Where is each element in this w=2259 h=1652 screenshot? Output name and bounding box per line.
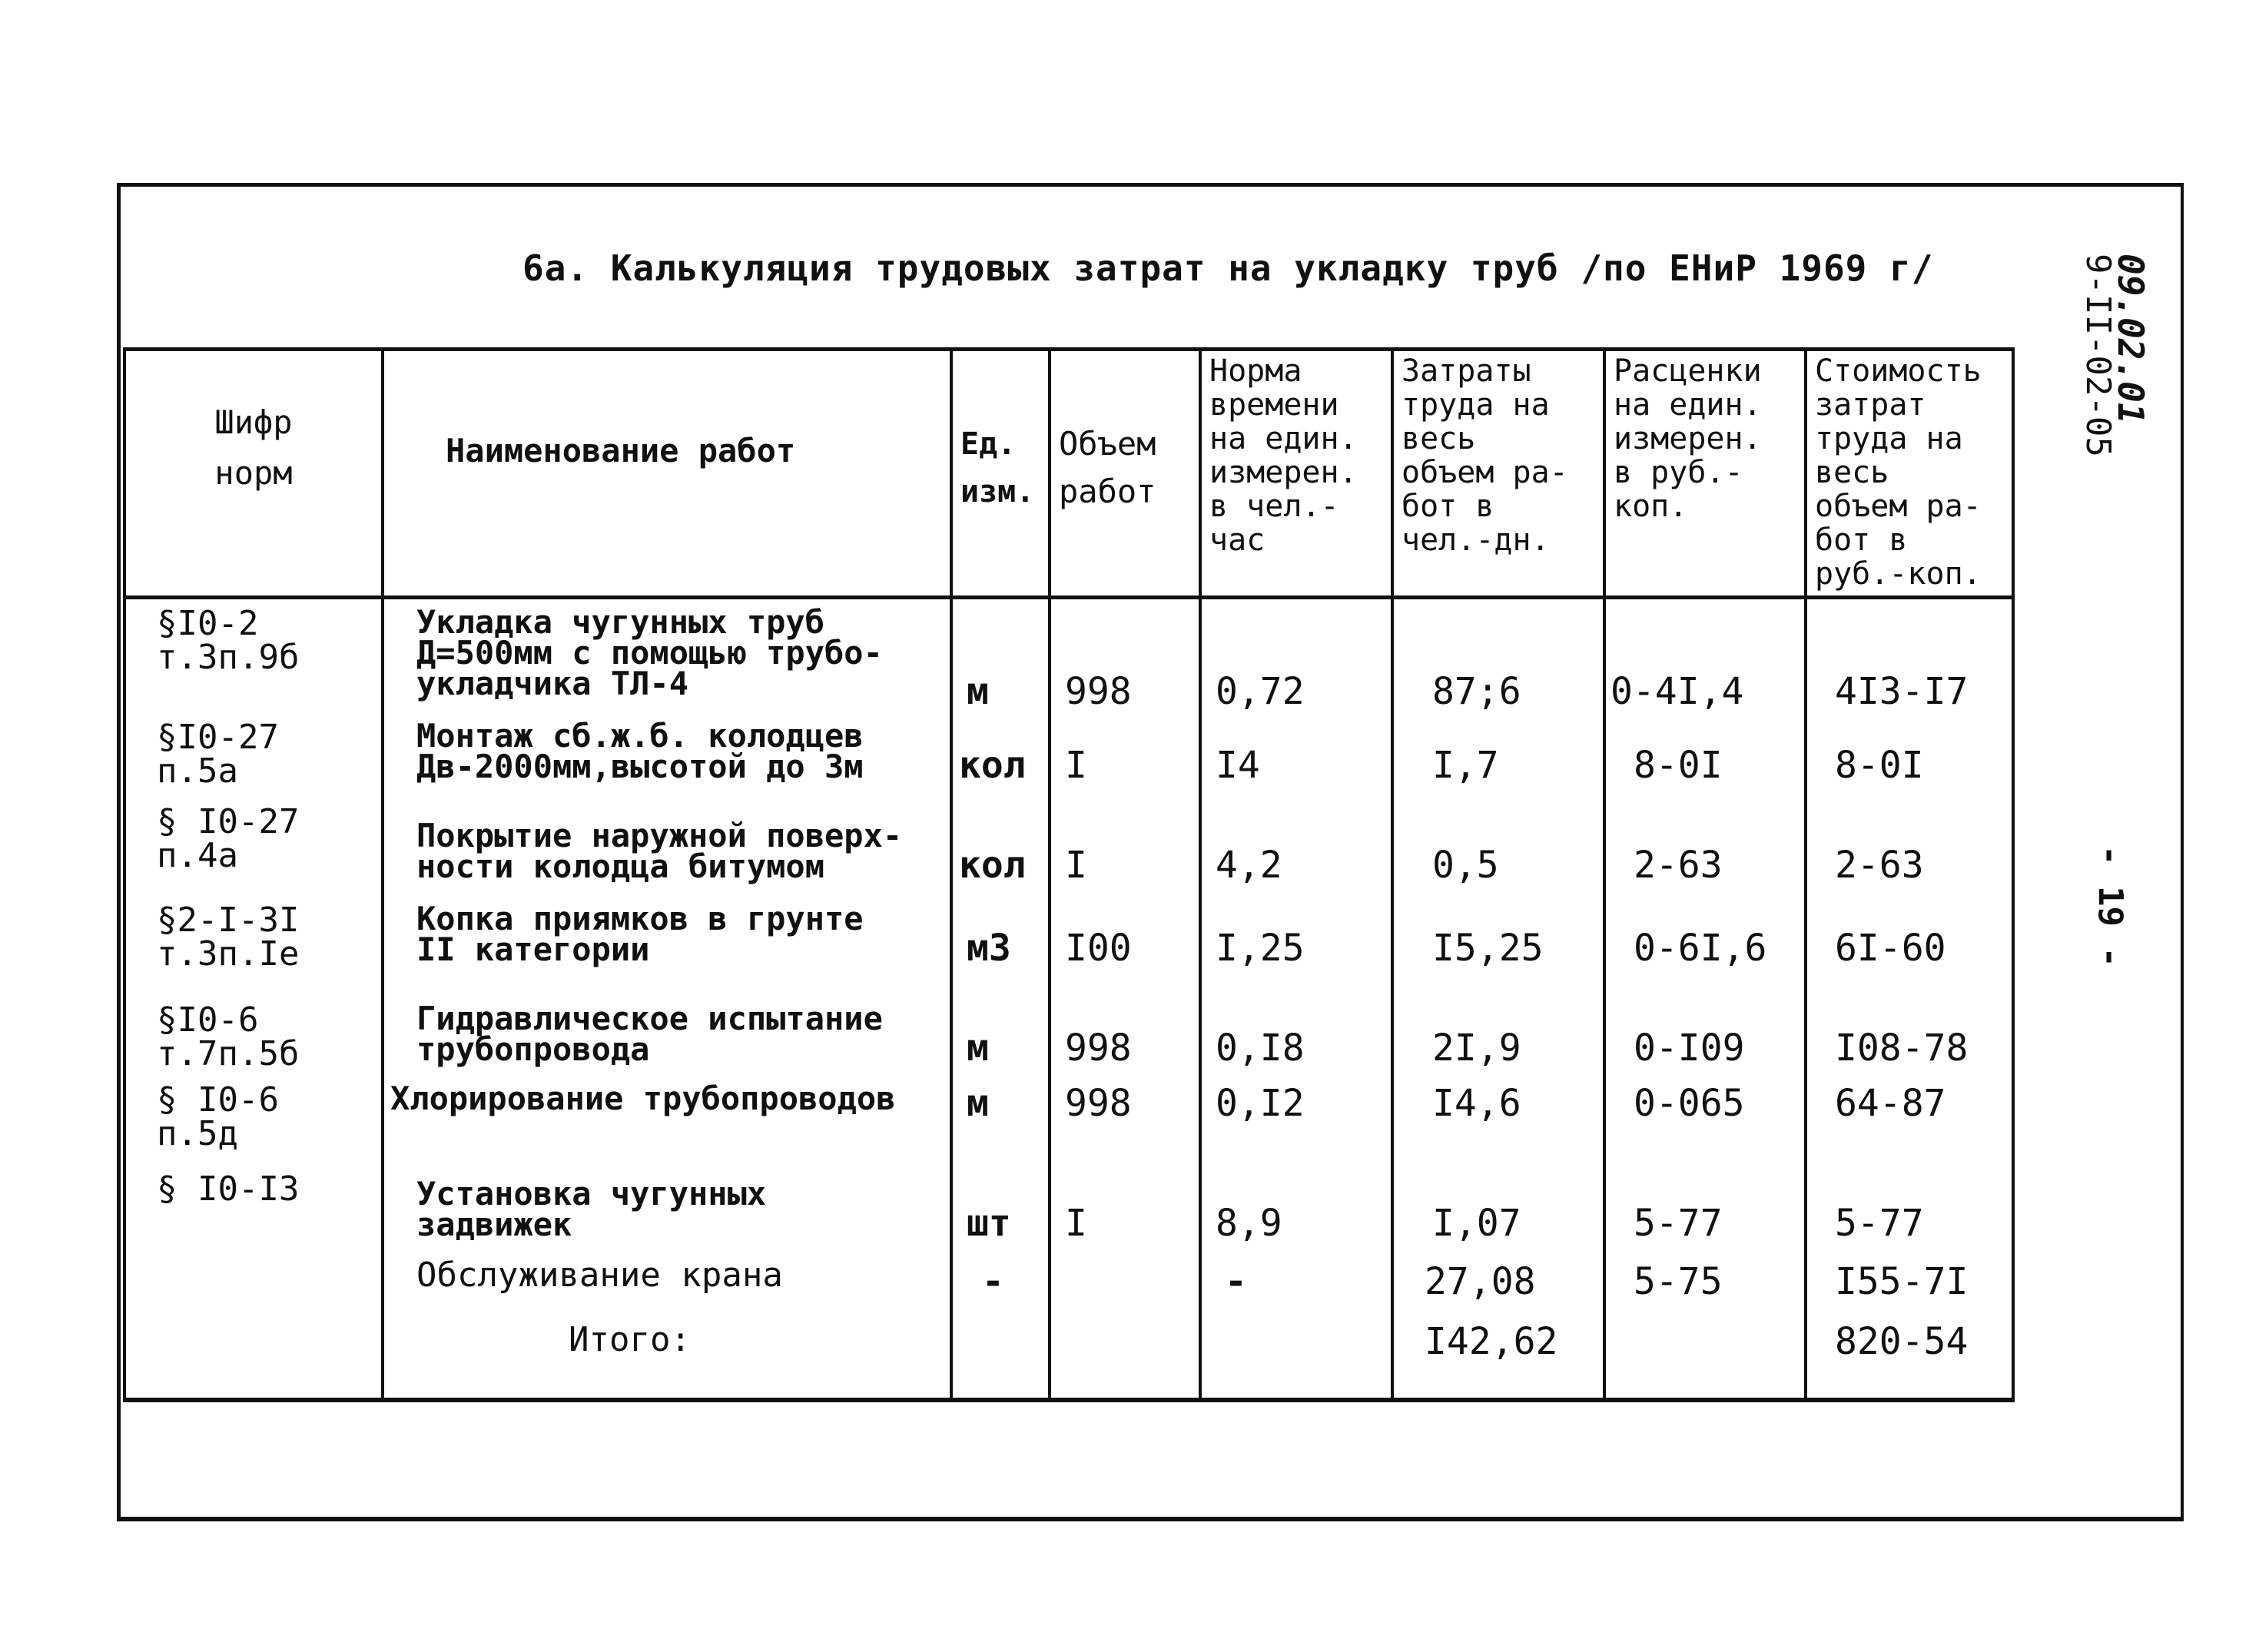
table-row — [124, 1246, 2013, 1306]
total-rate — [1604, 1306, 1806, 1400]
row-rate: 0-065 — [1604, 1076, 1806, 1173]
row-labor: 87;6 — [1392, 598, 1604, 714]
row-rate: 0-4I,4 — [1604, 598, 1806, 714]
total-cost: 820-54 — [1806, 1306, 2013, 1400]
row-name: Монтаж сб.ж.б. колодцев Дв-2000мм,высотой до 3м — [383, 713, 951, 798]
row-code: § I0-6 п.5д — [124, 1076, 383, 1173]
row-norm: I4 — [1200, 713, 1392, 798]
row-code: §I0-27 п.5а — [124, 713, 383, 798]
row-name: Обслуживание крана — [383, 1246, 951, 1306]
row-norm: - — [1200, 1246, 1392, 1306]
row-cost: I08-78 — [1806, 987, 2013, 1076]
row-labor: 0,5 — [1392, 798, 1604, 896]
header-name: Наименование работ — [383, 350, 951, 598]
table-row — [124, 896, 2013, 987]
row-labor: 2I,9 — [1392, 987, 1604, 1076]
table-row — [124, 1173, 2013, 1246]
handwritten-code: 09.02.01 — [2110, 254, 2151, 424]
total-unit — [951, 1306, 1050, 1400]
header-labor: Затраты труда на весь объем ра- бот в чел.-дн. — [1392, 350, 1604, 598]
row-norm: 0,I2 — [1200, 1076, 1392, 1173]
row-rate: 0-I09 — [1604, 987, 1806, 1076]
table-title: 6а. Калькуляция трудовых затрат на укладку труб /по ЕНиР 1969 г/ — [522, 247, 1934, 289]
header-rate: Расценки на един. измерен. в руб.- коп. — [1604, 350, 1806, 598]
row-volume: 998 — [1050, 598, 1200, 714]
total-row — [124, 1306, 2013, 1400]
header-unit: Ед. изм. — [951, 350, 1050, 598]
header-norm: Норма времени на един. измерен. в чел.- час — [1200, 350, 1392, 598]
document-code: 9-II-02-05 — [2078, 254, 2118, 457]
table-row — [124, 713, 2013, 798]
row-unit: м — [951, 598, 1050, 714]
row-code: §2-I-3I т.3п.Iе — [124, 896, 383, 987]
row-norm: I,25 — [1200, 896, 1392, 987]
row-rate: 5-77 — [1604, 1173, 1806, 1246]
row-name: Хлорирование трубопроводов — [383, 1076, 951, 1173]
row-unit: м — [951, 1076, 1050, 1173]
row-volume: 998 — [1050, 987, 1200, 1076]
table-row — [124, 987, 2013, 1076]
row-rate: 0-6I,6 — [1604, 896, 1806, 987]
row-norm: 0,I8 — [1200, 987, 1392, 1076]
total-norm — [1200, 1306, 1392, 1400]
row-norm: 0,72 — [1200, 598, 1392, 714]
row-rate: 2-63 — [1604, 798, 1806, 896]
row-rate: 5-75 — [1604, 1246, 1806, 1306]
row-cost: 5-77 — [1806, 1173, 2013, 1246]
row-name: Укладка чугунных труб Д=500мм с помощью трубо- укладчика ТЛ-4 — [383, 598, 951, 714]
row-unit: шт — [951, 1173, 1050, 1246]
row-cost: 6I-60 — [1806, 896, 2013, 987]
header-row — [124, 350, 2013, 598]
row-labor: I,7 — [1392, 713, 1604, 798]
total-labor: I42,62 — [1392, 1306, 1604, 1400]
row-labor: I4,6 — [1392, 1076, 1604, 1173]
row-code: § I0-27 п.4а — [124, 798, 383, 896]
row-volume — [1050, 1246, 1200, 1306]
row-norm: 4,2 — [1200, 798, 1392, 896]
row-volume: I00 — [1050, 896, 1200, 987]
labor-cost-table — [123, 347, 2015, 1402]
header-volume: Объем работ — [1050, 350, 1200, 598]
row-code: § I0-I3 — [124, 1173, 383, 1246]
row-volume: I — [1050, 1173, 1200, 1246]
table-row — [124, 598, 2013, 714]
row-labor: 27,08 — [1392, 1246, 1604, 1306]
side-document-code — [2005, 254, 2151, 457]
row-volume: 998 — [1050, 1076, 1200, 1173]
row-unit: кол — [951, 713, 1050, 798]
row-cost: 64-87 — [1806, 1076, 2013, 1173]
row-unit: - — [951, 1246, 1050, 1306]
table-row — [124, 1076, 2013, 1173]
row-name: Покрытие наружной поверх- ности колодца битумом — [383, 798, 951, 896]
row-labor: I5,25 — [1392, 896, 1604, 987]
row-volume: I — [1050, 798, 1200, 896]
row-name: Копка приямков в грунте II категории — [383, 896, 951, 987]
row-volume: I — [1050, 713, 1200, 798]
row-name: Гидравлическое испытание трубопровода — [383, 987, 951, 1076]
row-code: §I0-6 т.7п.5б — [124, 987, 383, 1076]
row-code: §I0-2 т.3п.9б — [124, 598, 383, 714]
table-row — [124, 798, 2013, 896]
row-unit: м — [951, 987, 1050, 1076]
row-name: Установка чугунных задвижек — [383, 1173, 951, 1246]
row-code — [124, 1246, 383, 1306]
row-unit: м3 — [951, 896, 1050, 987]
row-unit: кол — [951, 798, 1050, 896]
row-rate: 8-0I — [1604, 713, 1806, 798]
row-cost: 2-63 — [1806, 798, 2013, 896]
row-norm: 8,9 — [1200, 1173, 1392, 1246]
total-label-cell: Итого: — [383, 1306, 951, 1400]
row-cost: I55-7I — [1806, 1246, 2013, 1306]
row-labor: I,07 — [1392, 1173, 1604, 1246]
row-cost: 4I3-I7 — [1806, 598, 2013, 714]
total-code — [124, 1306, 383, 1400]
page-number: - 19 - — [2091, 845, 2130, 967]
header-cost: Стоимость затрат труда на весь объем ра- бот в руб.-коп. — [1806, 350, 2013, 598]
total-volume — [1050, 1306, 1200, 1400]
header-code: Шифр норм — [124, 350, 383, 598]
row-cost: 8-0I — [1806, 713, 2013, 798]
